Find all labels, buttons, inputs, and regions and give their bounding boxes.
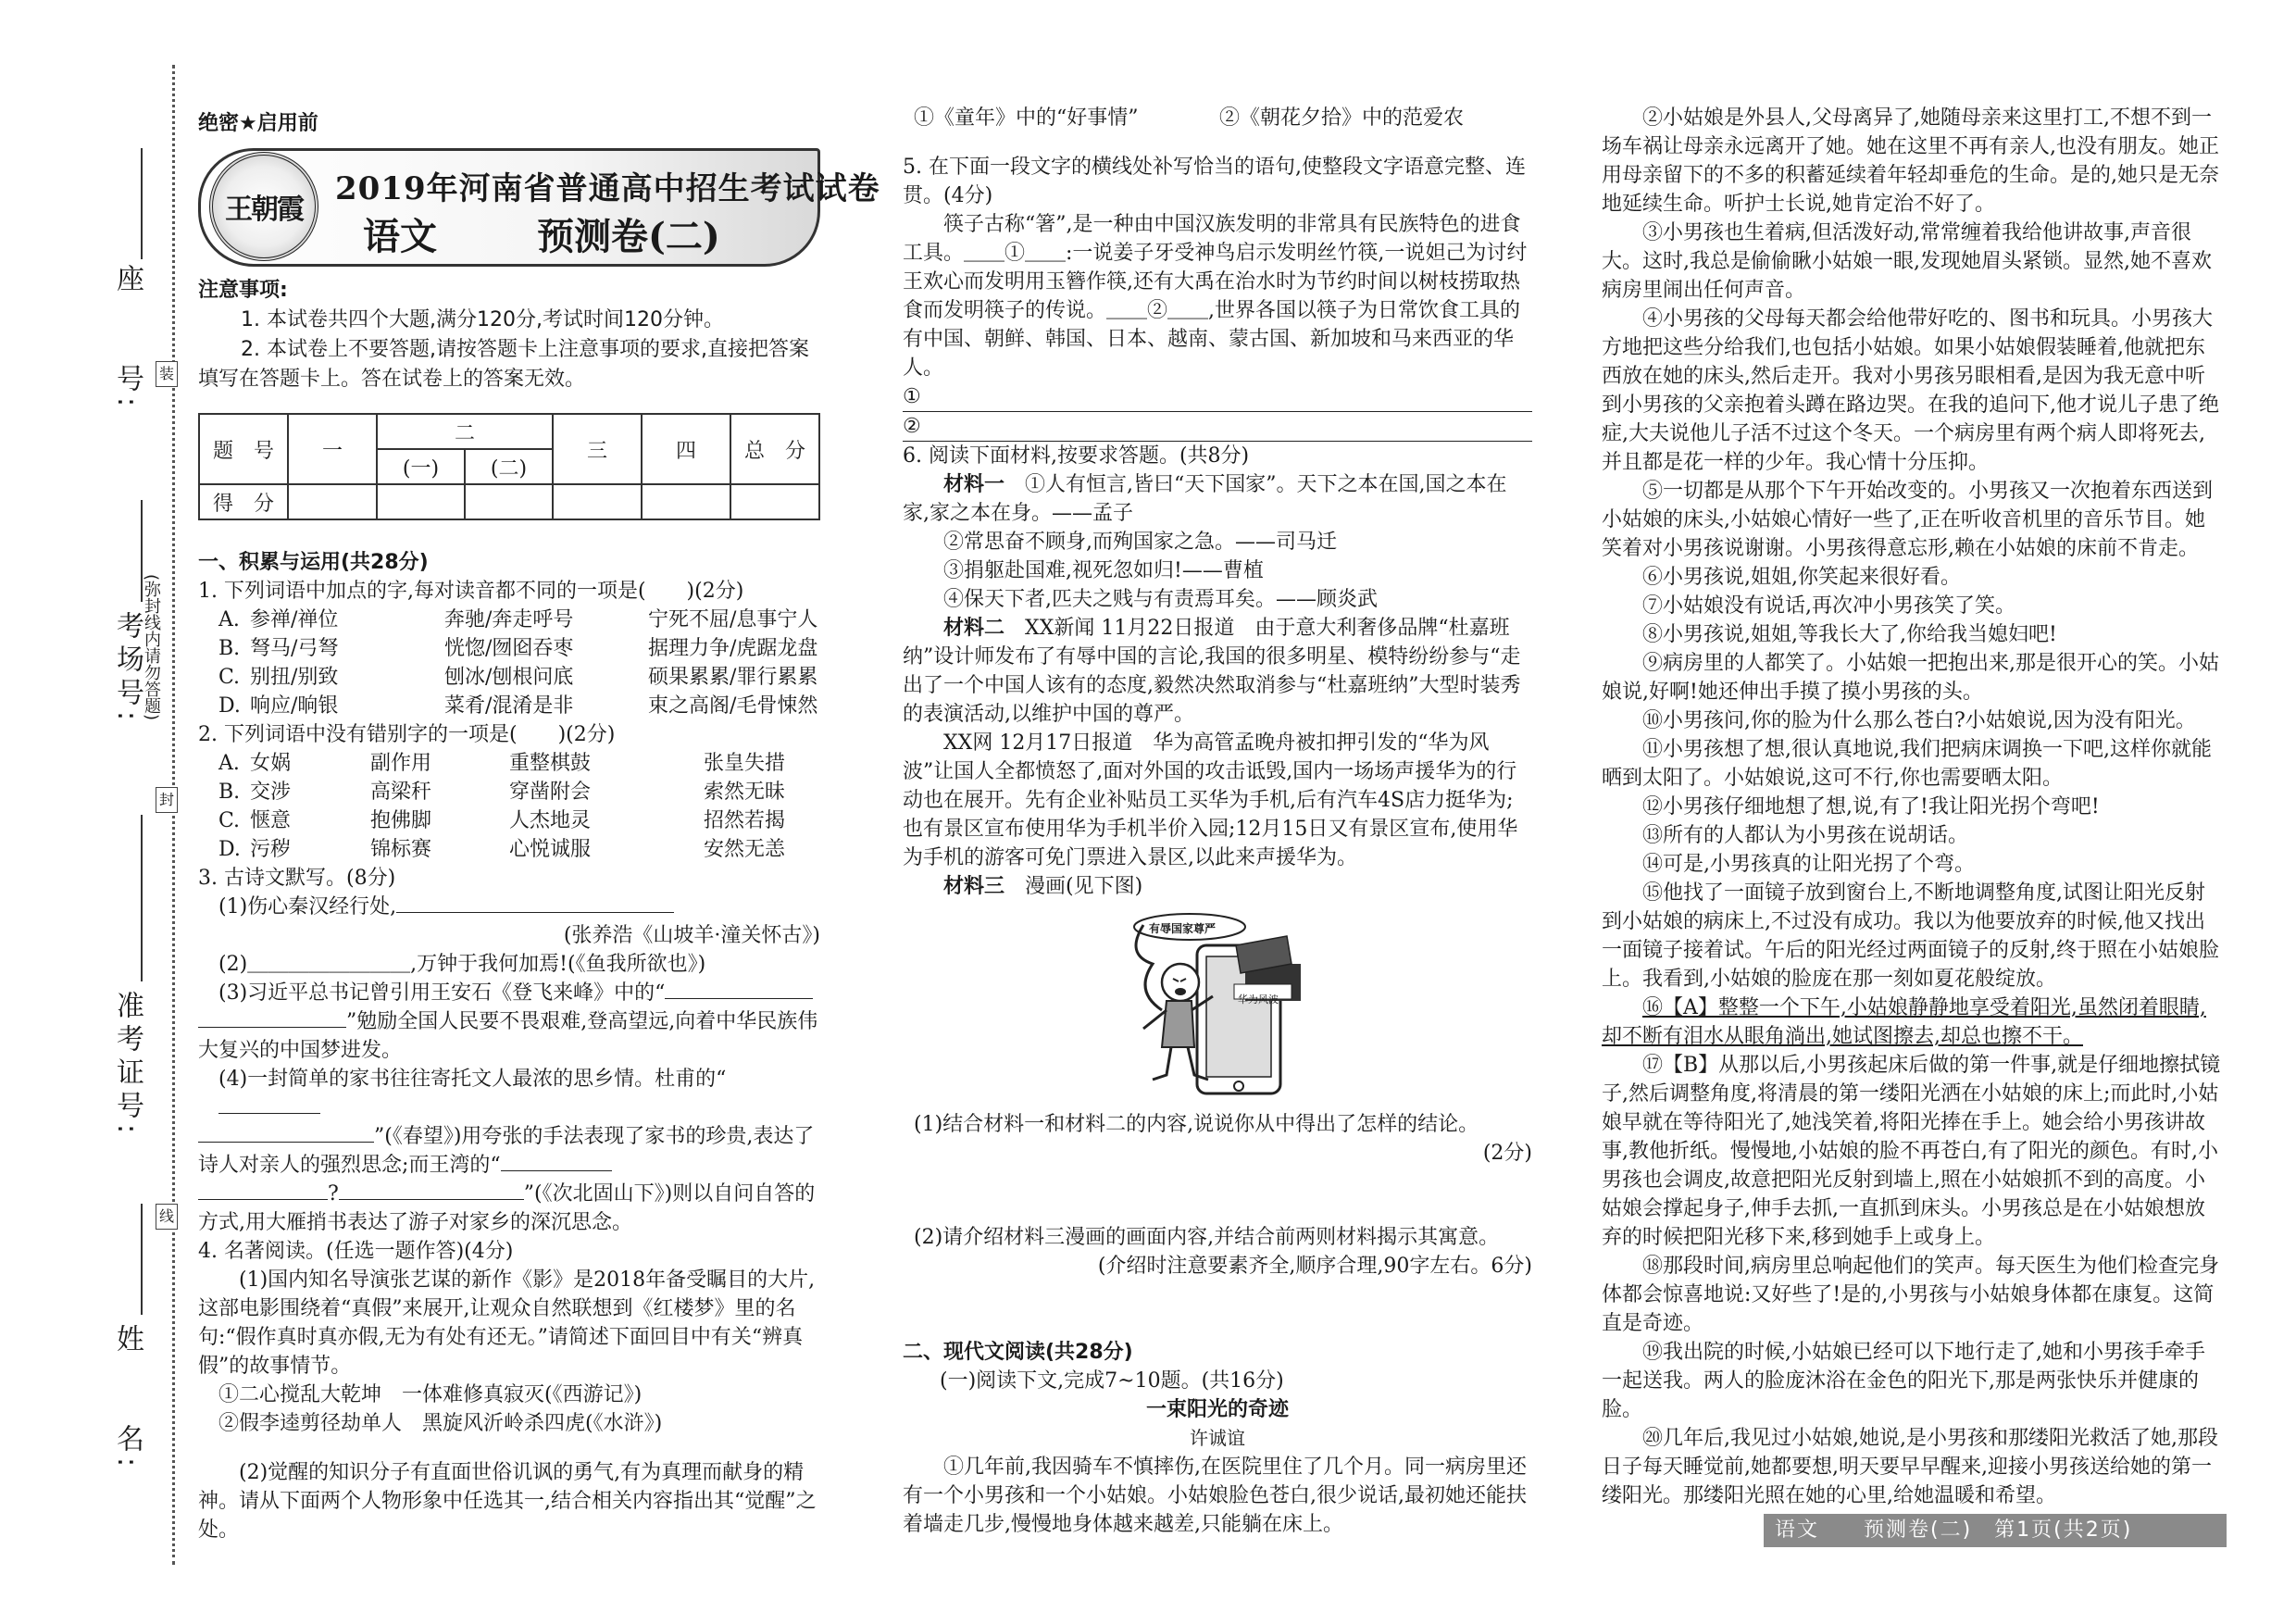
q4-2: (2)觉醒的知识分子有直面世俗讥讽的勇气,有为真理而献身的精神。请从下面两个人物形象中任选其一,结合相关内容指出其“觉醒”之处。 [198,1461,817,1542]
seal-tag-feng: 封 [156,787,178,813]
seal-note: (弥封线内请勿答题) [142,574,161,721]
notes-title: 注意事项: [198,279,288,302]
q5-passage: 筷子古称“箸”,是一种由中国汉族发明的非常具有民族特色的进食工具。＿＿①＿＿:一说姜子牙受神鸟启示发明丝竹筷,一说妲己为讨纣王欢心而发明用玉簪作筷,还有大禹在治水时为节约时间以树枝捞取热食而发明筷子的传说。＿＿②＿＿,世界各国以筷子为日常饮食工具的有中国、朝鲜、韩国、日本、越南、蒙古国、新加坡和马来西亚的华人。 [903,213,1528,380]
option-cell: 索然无昧 [704,781,786,804]
q4-1b: ②假李逵剪径劫单人 黑旋风沂岭杀四虎(《水浒》) [218,1412,663,1435]
material-1-3: ③捐躯赴国难,视死忽如归!——曹植 [943,559,1264,582]
q3-4-cont: ”(《春望》)用夸张的手法表现了家书的珍贵,表达了诗人对亲人的强烈思念;而王湾的“ [198,1125,815,1177]
logo-text: 王朝霞 [225,194,303,226]
option-cell: 交涉 [250,781,292,804]
question-6: 6. 阅读下面材料,按要求答题。(共8分) [903,444,1250,468]
story-p10: ⑩小男孩问,你的脸为什么那么苍白?小姑娘说,因为没有阳光。 [1642,709,2196,732]
story-author: 许诚谊 [1190,1427,1245,1449]
question-2: 2. 下列词语中没有错别字的一项是( )(2分) [198,723,616,746]
question-4: 4. 名著阅读。(任选一题作答)(4分) [198,1240,514,1263]
q6-1: (1)结合材料一和材料二的内容,说说你从中得出了怎样的结论。 [914,1113,1479,1136]
option-cell: 抱佛脚 [370,809,432,832]
name-label: 姓 名: [111,1324,144,1473]
option-cell: 宁死不屈/息事宁人 [648,608,818,631]
question-1-options [198,606,820,720]
ticket-label: 准考证号: [111,991,144,1140]
page-footer: 语文 预测卷(二) 第1页(共2页) [1764,1514,2227,1547]
story-title: 一束阳光的奇迹 [1145,1398,1289,1421]
option-cell: 别扭/别致 [250,666,339,689]
q3-1: (1)伤心秦汉经行处, [198,893,820,921]
option-cell: C. [218,666,241,689]
column-1 [198,548,820,1544]
question-3: 3. 古诗文默写。(8分) [198,867,396,890]
q3-1-source: (张养浩《山坡羊·潼关怀古》) [563,924,820,947]
seat-label: 座 号: [111,264,144,413]
exam-notes [198,276,820,394]
score-cell [288,484,377,519]
option-cell: 重整棋鼓 [509,752,592,775]
q3-4-cont2: ? ”(《次北固山下》)则以自问自答的方式,用大雁捎书表达了游子对家乡的深沉思念。 [198,1182,816,1234]
q4-2-options [903,104,1532,132]
option-row [198,835,820,864]
option-cell: 污秽 [250,838,292,861]
q6-2: (2)请介绍材料三漫画的画面内容,并结合前两则材料揭示其寓意。 [914,1226,1500,1249]
score-cell [465,484,553,519]
option-cell: C. [218,809,241,832]
material-3: 材料三 漫画(见下图) [943,874,1143,898]
option-cell: A. [218,752,240,775]
comic-sign-1: 有辱国家尊严 [1149,922,1217,935]
th-2: 二 [377,414,553,449]
q3-4: (4)一封简单的家书往往寄托文人最浓的思乡情。杜甫的“ [198,1065,820,1122]
story-p12: ⑫小男孩仔细地想了想,说,有了!我让阳光拐个弯吧! [1642,795,2100,818]
question-5: 5. 在下面一段文字的横线处补写恰当的语句,使整段文字语意完整、连贯。(4分) [903,156,1526,207]
th-3: 三 [553,414,642,484]
q3-3-cont: ”勉励全国人民要不畏艰难,登高望远,向着中华民族伟大复兴的中国梦进发。 [198,1010,818,1062]
th-num: 题 号 [199,414,288,484]
story-p19: ⑲我出院的时候,小姑娘已经可以下地行走了,她和小男孩手牵手一起送我。两人的脸庞沐浴在金色的阳光下,那是两张快乐并健康的脸。 [1602,1341,2205,1421]
section-2-title: 二、现代文阅读(共28分) [903,1341,1133,1364]
option-cell: B. [218,781,241,804]
option-row [198,749,820,778]
score-table [198,413,820,520]
question-1: 1. 下列词语中加点的字,每对读音都不同的一项是( )(2分) [198,580,744,603]
column-2 [903,104,1532,1539]
section-2-part-1: (一)阅读下文,完成7~10题。(共16分) [940,1369,1284,1393]
option-row [198,692,820,720]
th-1: 一 [288,414,377,484]
option-cell: D. [218,838,241,861]
option-cell: 菜肴/混淆是非 [444,694,574,718]
column-3 [1602,104,2222,1510]
q5-answer-2: ② [903,412,1532,442]
q3-2: (2)＿＿＿＿＿＿＿＿,万钟于我何加焉!(《鱼我所欲也》) [218,953,706,976]
option-cell: D. [218,694,241,718]
option-cell: 招然若揭 [704,809,786,832]
material-1-4: ④保天下者,匹夫之贱与有责焉耳矣。——顾炎武 [943,588,1378,611]
paper-title: 预测卷(二) [537,215,720,258]
story-p6: ⑥小男孩说,姐姐,你笑起来很好看。 [1642,566,1961,589]
option-cell: 奔驰/奔走呼号 [444,608,574,631]
option-row [198,634,820,663]
name-line [141,1204,143,1315]
seal-tag-xian: 线 [156,1204,178,1230]
material-1-2: ②常思奋不顾身,而殉国家之急。——司马迁 [943,531,1337,554]
option-cell: A. [218,608,240,631]
q4-1: (1)国内知名导演张艺谋的新作《影》是2018年备受瞩目的大片,这部电影围绕着“真假”来展开,让观众自然联想到《红楼梦》里的名句:“假作真时真亦假,无为有处有还无。”请简述下面回目中有关“辨真假”的故事情节。 [198,1268,816,1378]
story-p16: ⑯【A】整整一个下午,小姑娘静静地享受着阳光,虽然闭着眼睛,却不断有泪水从眼角淌出,她试图擦去,却总也擦不干。 [1602,996,2206,1048]
story-p17: ⑰【B】从那以后,小男孩起床后做的第一件事,就是仔细地擦拭镜子,然后调整角度,将清晨的第一缕阳光洒在小姑娘的床上;而此时,小姑娘早就在等待阳光了,她浅笑着,将阳光捧在手上。她会给小男孩讲故事,教他折纸。慢慢地,小姑娘的脸不再苍白,有了阳光的颜色。有时,小男孩也会调皮,故意把阳光反射到墙上,照在小姑娘抓不到的高度。小姑娘会撑起身子,伸手去抓,一直抓到床头。小男孩总是在小姑娘想放弃的时候把阳光移下来,移到她手上或身上。 [1602,1054,2221,1249]
comic-sign-2: 华为风波 [1238,993,1279,1006]
th-2b: (二) [465,449,553,484]
note-2: 2. 本试卷上不要答题,请按答题卡上注意事项的要求,直接把答案填写在答题卡上。答在试卷上的答案无效。 [198,338,809,391]
score-cell [730,484,819,519]
q4-1a: ①二心搅乱大乾坤 一体难修真寂灭(《西游记》) [218,1383,643,1406]
option-cell: B. [218,637,241,660]
story-p18: ⑱那段时间,病房里总响起他们的笑声。每天医生为他们检查完身体都会惊喜地说:又好些了!是的,小男孩与小姑娘身体都在康复。这简直是奇迹。 [1602,1255,2219,1335]
option-cell: 人杰地灵 [509,809,592,832]
option-cell: 刨冰/刨根问底 [444,666,574,689]
story-p1: ①几年前,我因骑车不慎摔伤,在医院里住了几个月。同一病房里还有一个小男孩和一个小姑娘。小姑娘脸色苍白,很少说话,最初她还能扶着墙走几步,慢慢地身体越来越差,只能躺在床上。 [903,1456,1527,1536]
th-4: 四 [642,414,730,484]
option-cell: 穿凿附会 [509,781,592,804]
question-2-options [198,749,820,864]
option-cell: 硕果累累/罪行累累 [648,666,818,689]
publisher-logo [209,152,318,261]
q6-2-score: (介绍时注意要素齐全,顺序合理,90字左右。6分) [1097,1255,1532,1278]
seat-line [141,148,143,259]
seal-dotted-line [172,65,175,1565]
story-p20: ⑳几年后,我见过小姑娘,她说,是小男孩和那缕阳光救活了她,那段日子每天睡觉前,她都要想,明天要早早醒来,迎接小男孩送给她的第一缕阳光。那缕阳光照在她的心里,给她温暖和希望。 [1602,1427,2218,1507]
story-p4: ④小男孩的父母每天都会给他带好吃的、图书和玩具。小男孩大方地把这些分给我们,也包括小姑娘。如果小姑娘假装睡着,他就把东西放在她的床头,然后走开。我对小男孩另眼相看,是因为我无意中听到小男孩的父亲抱着头蹲在路边哭。在我的追问下,他才说儿子患了绝症,大夫说他儿子活不过这个冬天。一个病房里有两个病人即将死去,并且都是花一样的少年。我心情十分压抑。 [1602,307,2219,474]
story-p5: ⑤一切都是从那个下午开始改变的。小男孩又一次抱着东西送到小姑娘的床头,小姑娘心情好一些了,正在听收音机里的音乐节目。她笑着对小男孩说谢谢。小男孩得意忘形,赖在小姑娘的床前不肯走。 [1602,480,2214,560]
story-p14: ⑭可是,小男孩真的让阳光拐了个弯。 [1642,853,1975,876]
binding-margin [0,0,176,1612]
option-row [198,606,820,634]
option-cell: 张皇失措 [704,752,786,775]
q6-1-score: (2分) [1482,1142,1532,1165]
story-p13: ⑬所有的人都认为小男孩在说胡话。 [1642,824,1969,847]
option-cell: 安然无恙 [704,838,786,861]
story-p3: ③小男孩也生着病,但活泼好动,常常缠着我给他讲故事,声音很大。这时,我总是偷偷瞅小姑娘一眼,发现她眉头紧锁。显然,她不喜欢病房里闹出任何声音。 [1602,221,2212,302]
secret-mark: 绝密★启用前 [198,112,318,135]
note-1: 1. 本试卷共四个大题,满分120分,考试时间120分钟。 [241,308,724,331]
option-cell: 副作用 [370,752,432,775]
option-cell: 女娲 [250,752,292,775]
room-label: 考场号: [111,611,144,727]
row-score-label: 得 分 [199,484,288,519]
story-p11: ⑪小男孩想了想,很认真地说,我们把病床调换一下吧,这样你就能晒到太阳了。小姑娘说,这可不行,你也需要晒太阳。 [1602,738,2212,790]
q4-2a: ①《童年》中的“好事情” [914,106,1139,130]
story-p15: ⑮他找了一面镜子放到窗台上,不断地调整角度,试图让阳光反射到小姑娘的病床上,不过没有成功。我以为他要放弃的时候,他又找出一面镜子接着试。午后的阳光经过两面镜子的反射,终于照在小姑娘脸上。我看到,小姑娘的脸庞在那一刻如夏花般绽放。 [1602,881,2219,991]
story-p8: ⑧小男孩说,姐姐,等我长大了,你给我当媳妇吧! [1642,623,2057,646]
option-cell: 高梁秆 [370,781,432,804]
story-p2: ②小姑娘是外县人,父母离异了,她随母亲来这里打工,不想不到一场车祸让母亲永远离开了她。她在这里不再有亲人,也没有朋友。她正用母亲留下的不多的积蓄延续着年轻却垂危的生命。是的,她只是无奈地延续生命。听护士长说,她肯定治不好了。 [1602,106,2219,216]
option-cell: 据理力争/虎踞龙盘 [648,637,818,660]
option-row [198,663,820,692]
material-2-2: XX网 12月17日报道 华为高管孟晚舟被扣押引发的“华为风波”让国人全都愤怒了,面对外国的攻击诋毁,国内一场场声援华为的行动也在展开。先有企业补贴员工买华为手机,后有汽车4S店力挺华为;也有景区宣布使用华为手机半价入园;12月15日又有景区宣布,使用华为手机的游客可免门票进入景区,以此来声援华为。 [903,731,1518,869]
q5-answer-1: ① [903,382,1532,412]
score-cell [642,484,730,519]
option-cell: 束之高阁/毛骨悚然 [648,694,818,718]
th-2a: (一) [377,449,465,484]
option-cell: 参禅/禅位 [250,608,339,631]
option-cell: 弩马/弓弩 [250,637,339,660]
section-1-title: 一、积累与运用(共28分) [198,551,429,574]
score-cell [553,484,642,519]
subject-title: 语文 [363,215,437,258]
q4-2b: ②《朝花夕拾》中的范爱农 [1219,106,1465,130]
option-cell: 响应/晌银 [250,694,339,718]
seal-tag-zhuang: 装 [156,361,178,387]
q3-3: (3)习近平总书记曾引用王安石《登飞来峰》中的“ [198,979,820,1007]
exam-title: 2019年河南省普通高中招生考试试卷 [335,170,880,207]
option-cell: 心悦诚服 [509,838,592,861]
option-row [198,778,820,806]
option-cell: 恍惚/囫囵吞枣 [444,637,574,660]
score-cell [377,484,465,519]
comic-illustration [1125,908,1310,1103]
story-p7: ⑦小姑娘没有说话,再次冲小男孩笑了笑。 [1642,594,2015,618]
option-cell: 锦标赛 [370,838,432,861]
option-cell: 惬意 [250,809,292,832]
story-p9: ⑨病房里的人都笑了。小姑娘一把抱出来,那是很开心的笑。小姑娘说,好啊!她还伸出手摸了摸小男孩的头。 [1602,652,2219,704]
ticket-line [141,815,143,981]
option-row [198,806,820,835]
material-2-1: 材料二 XX新闻 11月22日报道 由于意大利奢侈品牌“杜嘉班纳”设计师发布了有辱中国的言论,我国的很多明星、模特纷纷参与“走出了一个中国人该有的态度,毅然决然取消参与“杜嘉班纳”大型时装秀的表演活动,以维护中国的尊严。 [903,616,1521,726]
th-total: 总 分 [730,414,819,484]
material-1-1: 材料一 ①人有恒言,皆曰“天下国家”。天下之本在国,国之本在家,家之本在身。——孟子 [903,472,1507,525]
